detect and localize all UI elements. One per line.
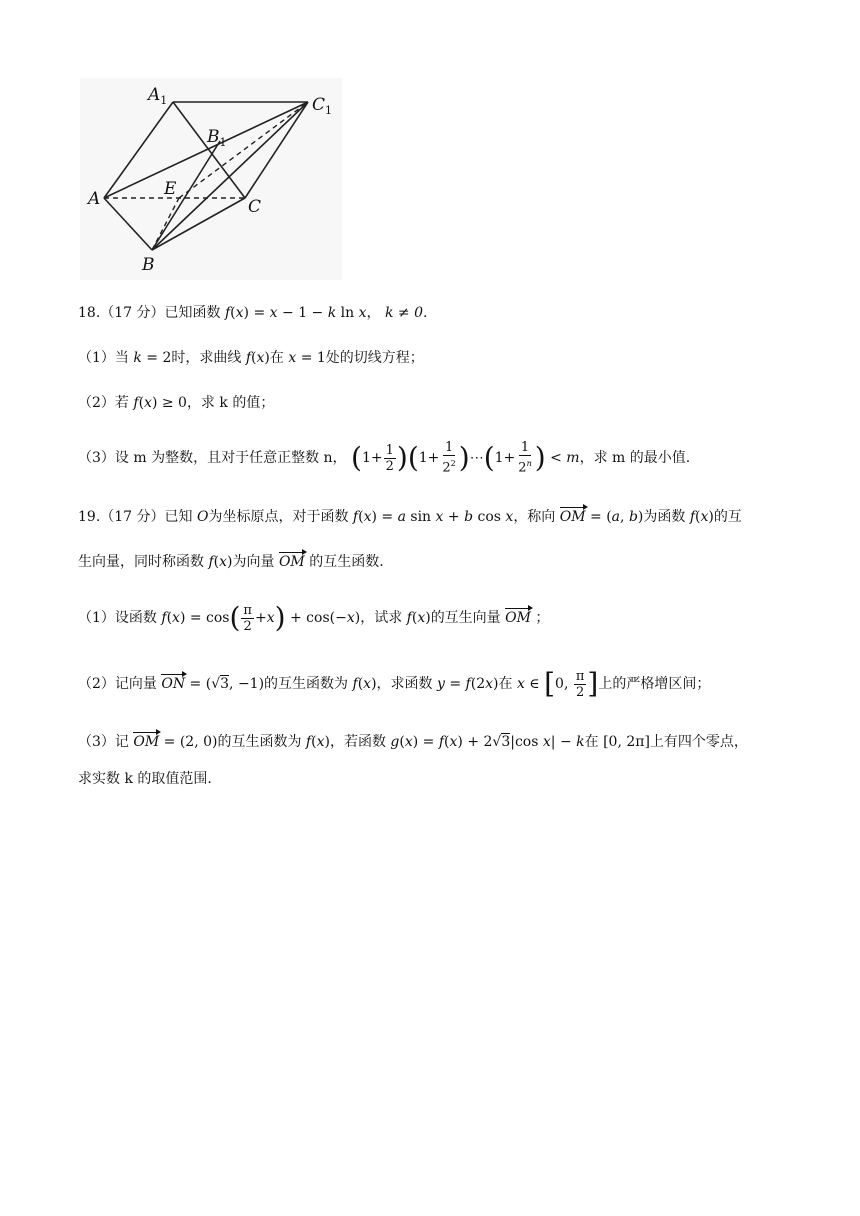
label-e: E <box>164 179 177 199</box>
q18-part3: （3）设 m 为整数，且对于任意正整数 n， (1+ $\frac{1}{2}$ )(1+ $\frac{1}{2^2}$ )⋯(1+ $\frac{1}{2^n}$ ) < m，求 m 的最小值. <box>78 440 691 476</box>
q19-part2: （2）记向量 ON = (√3, −1)的互生函数为 f(x)，求函数 y = f(2x)在 x ∈ [0, $\frac{\pi}{2}$ ]上的严格增区间； <box>78 667 711 700</box>
triangular-prism-diagram <box>80 78 342 280</box>
label-c: C <box>248 197 262 217</box>
prism-figure <box>80 78 342 280</box>
label-c1: $C_1$ <box>312 95 333 117</box>
label-b1: $B_1$ <box>207 127 227 149</box>
q19-part3: （3）记 OM = (2, 0)的互生函数为 f(x)，若函数 g(x) = f(x) + 2√3|cos x| − k在 [0, 2π]上有四个零点， <box>78 734 748 750</box>
q19-stem-line1: 19.（17 分）已知 O为坐标原点，对于函数 f(x) = a sin x + b cos x，称向 OM = (a, b)为函数 f(x)的互 <box>78 509 742 525</box>
label-b: B <box>142 255 155 275</box>
label-a1: $A_1$ <box>148 85 168 107</box>
q19-stem-line2: 生向量，同时称函数 f(x)为向量 OM 的互生函数. <box>78 554 384 570</box>
q19-part3-cont: 求实数 k 的取值范围. <box>78 771 212 787</box>
q18-stem: 18.（17 分）已知函数 f(x) = x − 1 − k ln x， k ≠ 0. <box>78 305 428 321</box>
q18-part2: （2）若 f(x) ≥ 0，求 k 的值； <box>78 395 275 411</box>
q18-part1: （1）当 k = 2时，求曲线 f(x)在 x = 1处的切线方程； <box>78 350 424 366</box>
q19-part1: （1）设函数 f(x) = cos( $\frac{\pi}{2}$ +x) + cos(−x)，试求 f(x)的互生向量 OM ； <box>78 601 550 634</box>
label-a: A <box>88 189 101 209</box>
